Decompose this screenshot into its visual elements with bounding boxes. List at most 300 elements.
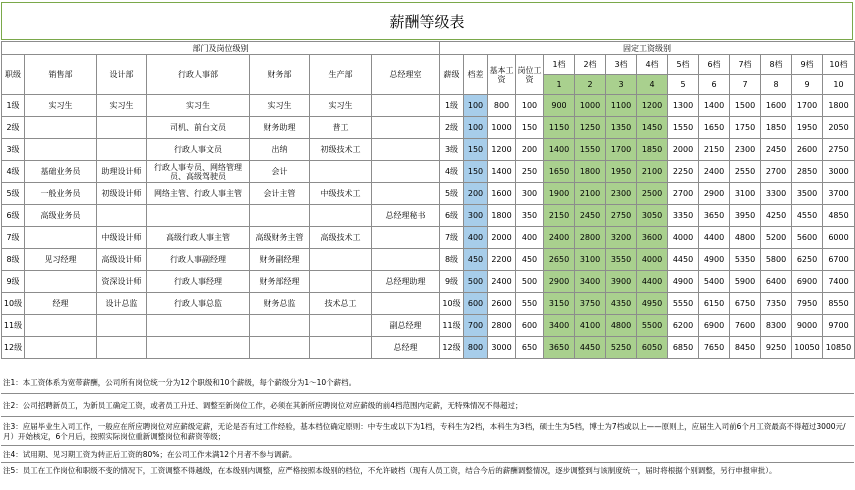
row-diff: 150	[464, 161, 488, 183]
row-production	[310, 249, 372, 271]
row-design: 资深设计师	[97, 271, 147, 293]
tier-number: 9	[792, 75, 823, 95]
tier-number: 1	[544, 75, 575, 95]
row-sales	[25, 117, 97, 139]
row-finance: 高级财务主管	[250, 227, 310, 249]
row-tier-value: 4900	[668, 271, 699, 293]
row-tier-value: 4400	[637, 271, 668, 293]
row-tier-value: 1100	[606, 95, 637, 117]
col-level-header: 职级	[2, 55, 25, 95]
row-tier-value: 2900	[544, 271, 575, 293]
row-tier-value: 1300	[668, 95, 699, 117]
row-production: 中级技术工	[310, 183, 372, 205]
fixed-salary-group-header: 固定工资级别	[440, 42, 855, 55]
row-tier-value: 2100	[637, 161, 668, 183]
row-tier-value: 4950	[637, 293, 668, 315]
row-tier-value: 8450	[730, 337, 761, 359]
tier-label: 4档	[637, 55, 668, 75]
col-gm-header: 总经理室	[372, 55, 440, 95]
row-tier-value: 1550	[668, 117, 699, 139]
row-production: 实习生	[310, 95, 372, 117]
row-admin	[147, 315, 250, 337]
row-tier-value: 6200	[668, 315, 699, 337]
row-level: 6级	[2, 205, 25, 227]
row-diff: 800	[464, 337, 488, 359]
row-post: 550	[516, 293, 544, 315]
row-gm	[372, 293, 440, 315]
row-sales	[25, 139, 97, 161]
row-level: 9级	[2, 271, 25, 293]
row-tier-value: 2750	[606, 205, 637, 227]
row-tier-value: 3150	[544, 293, 575, 315]
row-tier-value: 2150	[544, 205, 575, 227]
row-tier-value: 5400	[699, 271, 730, 293]
page-title: 薪酬等级表	[1, 2, 853, 40]
row-diff: 100	[464, 117, 488, 139]
row-post: 250	[516, 161, 544, 183]
row-tier-value: 4250	[761, 205, 792, 227]
row-post: 650	[516, 337, 544, 359]
row-finance: 财务副经理	[250, 249, 310, 271]
tier-label: 7档	[730, 55, 761, 75]
table-row	[2, 315, 855, 337]
row-finance: 会计主管	[250, 183, 310, 205]
row-tier-value: 3500	[792, 183, 823, 205]
table-row	[2, 205, 855, 227]
row-design: 初级设计师	[97, 183, 147, 205]
row-tier-value: 3100	[575, 249, 606, 271]
row-tier-value: 2500	[637, 183, 668, 205]
tier-label: 6档	[699, 55, 730, 75]
row-tier-value: 2800	[575, 227, 606, 249]
row-tier-value: 2550	[730, 161, 761, 183]
row-grade: 7级	[440, 227, 464, 249]
row-tier-value: 3050	[637, 205, 668, 227]
row-admin: 行政人事经理	[147, 271, 250, 293]
row-sales	[25, 227, 97, 249]
row-tier-value: 8550	[823, 293, 855, 315]
row-admin: 司机、前台文员	[147, 117, 250, 139]
row-level: 3级	[2, 139, 25, 161]
row-admin: 高级行政人事主管	[147, 227, 250, 249]
row-tier-value: 3650	[544, 337, 575, 359]
row-tier-value: 2700	[668, 183, 699, 205]
row-admin: 行政人事副经理	[147, 249, 250, 271]
table-row	[2, 227, 855, 249]
row-base: 2600	[488, 293, 516, 315]
row-grade: 1级	[440, 95, 464, 117]
row-tier-value: 1650	[699, 117, 730, 139]
row-level: 4级	[2, 161, 25, 183]
row-tier-value: 1450	[637, 117, 668, 139]
row-tier-value: 4000	[637, 249, 668, 271]
row-tier-value: 4000	[668, 227, 699, 249]
tier-label: 5档	[668, 55, 699, 75]
row-grade: 2级	[440, 117, 464, 139]
row-design	[97, 205, 147, 227]
row-design: 中级设计师	[97, 227, 147, 249]
row-tier-value: 6400	[761, 271, 792, 293]
table-row	[2, 161, 855, 183]
note-3: 注3：应届毕业生入司工作，一般应在所应聘岗位对应薪级定薪，无论是否有过工作经验，基本档位确定原则：中专生或以下为1档，专科生为2档，本科生为3档，硕士生为5档，博士为7档或以上——原则上，应届生入司前6个月工资最高不得超过3000元/月）开始核定，6个月后，按照实际岗位重新调整岗位和薪资等级；	[1, 418, 854, 446]
row-gm: 总经理秘书	[372, 205, 440, 227]
row-production: 技术总工	[310, 293, 372, 315]
row-sales: 实习生	[25, 95, 97, 117]
row-tier-value: 1750	[730, 117, 761, 139]
tier-label: 3档	[606, 55, 637, 75]
row-tier-value: 4350	[606, 293, 637, 315]
row-tier-value: 1550	[575, 139, 606, 161]
row-tier-value: 3400	[544, 315, 575, 337]
row-tier-value: 6850	[668, 337, 699, 359]
row-grade: 11级	[440, 315, 464, 337]
row-tier-value: 9700	[823, 315, 855, 337]
row-base: 1400	[488, 161, 516, 183]
row-sales: 高级业务员	[25, 205, 97, 227]
row-tier-value: 7950	[792, 293, 823, 315]
row-admin: 行政人事文员	[147, 139, 250, 161]
row-production	[310, 205, 372, 227]
row-admin: 实习生	[147, 95, 250, 117]
row-admin	[147, 205, 250, 227]
row-tier-value: 2250	[668, 161, 699, 183]
row-tier-value: 1700	[606, 139, 637, 161]
row-tier-value: 7600	[730, 315, 761, 337]
row-base: 2800	[488, 315, 516, 337]
row-design	[97, 315, 147, 337]
row-design: 高级设计师	[97, 249, 147, 271]
row-tier-value: 3000	[823, 161, 855, 183]
row-finance: 财务助理	[250, 117, 310, 139]
row-tier-value: 2050	[823, 117, 855, 139]
row-base: 3000	[488, 337, 516, 359]
row-tier-value: 3400	[575, 271, 606, 293]
table-row	[2, 293, 855, 315]
row-finance	[250, 205, 310, 227]
row-production	[310, 271, 372, 293]
row-tier-value: 4550	[792, 205, 823, 227]
row-tier-value: 4400	[699, 227, 730, 249]
tier-number: 6	[699, 75, 730, 95]
row-sales: 经理	[25, 293, 97, 315]
row-tier-value: 2000	[668, 139, 699, 161]
row-tier-value: 6050	[637, 337, 668, 359]
dept-group-header: 部门及岗位级别	[2, 42, 440, 55]
row-level: 7级	[2, 227, 25, 249]
row-tier-value: 3350	[668, 205, 699, 227]
row-tier-value: 5600	[792, 227, 823, 249]
row-finance: 出纳	[250, 139, 310, 161]
row-tier-value: 6700	[823, 249, 855, 271]
row-diff: 200	[464, 183, 488, 205]
row-finance	[250, 315, 310, 337]
row-admin	[147, 337, 250, 359]
row-tier-value: 2150	[699, 139, 730, 161]
row-tier-value: 2450	[575, 205, 606, 227]
row-tier-value: 1400	[699, 95, 730, 117]
row-tier-value: 2700	[761, 161, 792, 183]
row-level: 2级	[2, 117, 25, 139]
row-diff: 150	[464, 139, 488, 161]
note-1: 注1：本工资体系为宽带薪酬，公司所有岗位统一分为12个职级和10个薪级，每个薪级分为1～10个薪档。	[1, 372, 854, 394]
row-tier-value: 5500	[637, 315, 668, 337]
row-gm	[372, 139, 440, 161]
row-tier-value: 1900	[544, 183, 575, 205]
row-tier-value: 3700	[823, 183, 855, 205]
row-admin: 行政人事总监	[147, 293, 250, 315]
row-tier-value: 2100	[575, 183, 606, 205]
row-tier-value: 2300	[606, 183, 637, 205]
table-row	[2, 95, 855, 117]
row-grade: 6级	[440, 205, 464, 227]
row-finance: 财务部经理	[250, 271, 310, 293]
row-tier-value: 1500	[730, 95, 761, 117]
row-design	[97, 139, 147, 161]
row-post: 100	[516, 95, 544, 117]
table-row	[2, 271, 855, 293]
row-tier-value: 6900	[699, 315, 730, 337]
note-5: 注5：员工在工作岗位和职级不变的情况下，工资调整不得越级，在本级别内调整，应严格按照本级别的档位，不允许破档（现有人员工资，结合今后的薪酬调整情况，逐步调整到与该制度统一，届时将根据个别调整，另行申报审批）。	[3, 466, 777, 475]
row-gm	[372, 117, 440, 139]
row-sales	[25, 271, 97, 293]
tier-number: 8	[761, 75, 792, 95]
row-tier-value: 3600	[637, 227, 668, 249]
row-tier-value: 2400	[544, 227, 575, 249]
row-tier-value: 1200	[637, 95, 668, 117]
row-diff: 450	[464, 249, 488, 271]
row-tier-value: 3900	[606, 271, 637, 293]
row-post: 300	[516, 183, 544, 205]
row-tier-value: 1800	[823, 95, 855, 117]
row-grade: 12级	[440, 337, 464, 359]
table-row	[2, 139, 855, 161]
row-tier-value: 9250	[761, 337, 792, 359]
row-tier-value: 1400	[544, 139, 575, 161]
row-grade: 4级	[440, 161, 464, 183]
tier-label: 10档	[823, 55, 855, 75]
row-diff: 400	[464, 227, 488, 249]
salary-grade-table	[1, 41, 855, 359]
row-gm	[372, 183, 440, 205]
note-4: 注4：试用期、见习期工资为转正后工资的80%；在公司工作未满12个月者不参与调薪。	[1, 447, 854, 463]
row-base: 2400	[488, 271, 516, 293]
tier-number: 4	[637, 75, 668, 95]
row-tier-value: 7650	[699, 337, 730, 359]
row-sales: 基础业务员	[25, 161, 97, 183]
row-tier-value: 1850	[761, 117, 792, 139]
row-diff: 500	[464, 271, 488, 293]
row-post: 500	[516, 271, 544, 293]
tier-label: 8档	[761, 55, 792, 75]
row-tier-value: 9000	[792, 315, 823, 337]
tier-label: 2档	[575, 55, 606, 75]
row-level: 11级	[2, 315, 25, 337]
row-grade: 5级	[440, 183, 464, 205]
row-diff: 700	[464, 315, 488, 337]
row-finance: 实习生	[250, 95, 310, 117]
row-base: 1000	[488, 117, 516, 139]
row-base: 2200	[488, 249, 516, 271]
col-diff-header: 档差	[464, 55, 488, 95]
col-admin-header: 行政人事部	[147, 55, 250, 95]
row-tier-value: 7350	[761, 293, 792, 315]
row-tier-value: 2400	[699, 161, 730, 183]
row-production: 初级技术工	[310, 139, 372, 161]
row-tier-value: 1950	[792, 117, 823, 139]
col-post-header: 岗位工资	[516, 55, 544, 95]
row-tier-value: 5250	[606, 337, 637, 359]
row-level: 8级	[2, 249, 25, 271]
row-tier-value: 1350	[606, 117, 637, 139]
col-base-header: 基本工资	[488, 55, 516, 95]
row-tier-value: 4100	[575, 315, 606, 337]
row-level: 10级	[2, 293, 25, 315]
row-tier-value: 2650	[544, 249, 575, 271]
table-row	[2, 337, 855, 359]
row-tier-value: 4900	[699, 249, 730, 271]
row-tier-value: 1950	[606, 161, 637, 183]
row-grade: 8级	[440, 249, 464, 271]
row-tier-value: 4800	[730, 227, 761, 249]
tier-number: 5	[668, 75, 699, 95]
col-finance-header: 财务部	[250, 55, 310, 95]
row-post: 600	[516, 315, 544, 337]
row-production	[310, 161, 372, 183]
row-design: 助理设计师	[97, 161, 147, 183]
col-design-header: 设计部	[97, 55, 147, 95]
row-tier-value: 1600	[761, 95, 792, 117]
row-tier-value: 5550	[668, 293, 699, 315]
row-tier-value: 1000	[575, 95, 606, 117]
row-post: 450	[516, 249, 544, 271]
row-production: 高级技术工	[310, 227, 372, 249]
row-tier-value: 4450	[575, 337, 606, 359]
row-tier-value: 4450	[668, 249, 699, 271]
row-base: 2000	[488, 227, 516, 249]
row-tier-value: 2300	[730, 139, 761, 161]
col-grade-header: 薪级	[440, 55, 464, 95]
row-tier-value: 7400	[823, 271, 855, 293]
row-tier-value: 3200	[606, 227, 637, 249]
tier-label: 1档	[544, 55, 575, 75]
row-tier-value: 3750	[575, 293, 606, 315]
row-tier-value: 6900	[792, 271, 823, 293]
note-2: 注2：公司招聘新员工，为新员工确定工资，或者员工升迁、调整至新岗位工作，必须在其新所应聘岗位对应薪级的前4档范围内定薪，无特殊情况不得超过；	[1, 395, 854, 417]
row-tier-value: 900	[544, 95, 575, 117]
tier-label: 9档	[792, 55, 823, 75]
row-level: 12级	[2, 337, 25, 359]
row-post: 400	[516, 227, 544, 249]
row-admin: 网络主管、行政人事主管	[147, 183, 250, 205]
tier-number: 7	[730, 75, 761, 95]
row-tier-value: 2850	[792, 161, 823, 183]
row-tier-value: 1800	[575, 161, 606, 183]
row-tier-value: 1700	[792, 95, 823, 117]
row-grade: 9级	[440, 271, 464, 293]
row-design	[97, 117, 147, 139]
row-tier-value: 5800	[761, 249, 792, 271]
table-row	[2, 183, 855, 205]
row-tier-value: 2450	[761, 139, 792, 161]
row-gm: 总经理	[372, 337, 440, 359]
row-tier-value: 6250	[792, 249, 823, 271]
row-gm	[372, 227, 440, 249]
row-production	[310, 337, 372, 359]
row-gm	[372, 161, 440, 183]
row-diff: 300	[464, 205, 488, 227]
row-base: 1200	[488, 139, 516, 161]
row-design: 设计总监	[97, 293, 147, 315]
row-diff: 100	[464, 95, 488, 117]
row-sales: 一般业务员	[25, 183, 97, 205]
row-post: 150	[516, 117, 544, 139]
row-tier-value: 2900	[699, 183, 730, 205]
row-grade: 3级	[440, 139, 464, 161]
row-tier-value: 3550	[606, 249, 637, 271]
row-finance	[250, 337, 310, 359]
row-tier-value: 2750	[823, 139, 855, 161]
row-level: 1级	[2, 95, 25, 117]
row-finance: 财务总监	[250, 293, 310, 315]
row-gm: 副总经理	[372, 315, 440, 337]
row-tier-value: 4850	[823, 205, 855, 227]
row-admin: 行政人事专员、网络管理员、高级驾驶员	[147, 161, 250, 183]
row-tier-value: 5350	[730, 249, 761, 271]
row-design: 实习生	[97, 95, 147, 117]
table-row	[2, 117, 855, 139]
row-level: 5级	[2, 183, 25, 205]
row-tier-value: 10050	[792, 337, 823, 359]
row-tier-value: 3650	[699, 205, 730, 227]
row-tier-value: 5900	[730, 271, 761, 293]
row-base: 1800	[488, 205, 516, 227]
row-tier-value: 3300	[761, 183, 792, 205]
tier-number: 10	[823, 75, 855, 95]
row-production: 普工	[310, 117, 372, 139]
row-post: 200	[516, 139, 544, 161]
row-finance: 会计	[250, 161, 310, 183]
row-tier-value: 10850	[823, 337, 855, 359]
row-gm	[372, 95, 440, 117]
row-tier-value: 2600	[792, 139, 823, 161]
row-base: 1600	[488, 183, 516, 205]
row-tier-value: 4800	[606, 315, 637, 337]
tier-number: 3	[606, 75, 637, 95]
row-tier-value: 6150	[699, 293, 730, 315]
row-tier-value: 1650	[544, 161, 575, 183]
row-base: 800	[488, 95, 516, 117]
row-post: 350	[516, 205, 544, 227]
row-tier-value: 8300	[761, 315, 792, 337]
row-sales	[25, 337, 97, 359]
col-production-header: 生产部	[310, 55, 372, 95]
row-tier-value: 1150	[544, 117, 575, 139]
row-sales	[25, 315, 97, 337]
row-tier-value: 6750	[730, 293, 761, 315]
row-gm	[372, 249, 440, 271]
tier-number: 2	[575, 75, 606, 95]
row-diff: 600	[464, 293, 488, 315]
row-design	[97, 337, 147, 359]
row-sales: 见习经理	[25, 249, 97, 271]
col-sales-header: 销售部	[25, 55, 97, 95]
row-tier-value: 5200	[761, 227, 792, 249]
row-tier-value: 1250	[575, 117, 606, 139]
row-production	[310, 315, 372, 337]
row-tier-value: 3100	[730, 183, 761, 205]
row-tier-value: 1850	[637, 139, 668, 161]
row-gm: 总经理助理	[372, 271, 440, 293]
